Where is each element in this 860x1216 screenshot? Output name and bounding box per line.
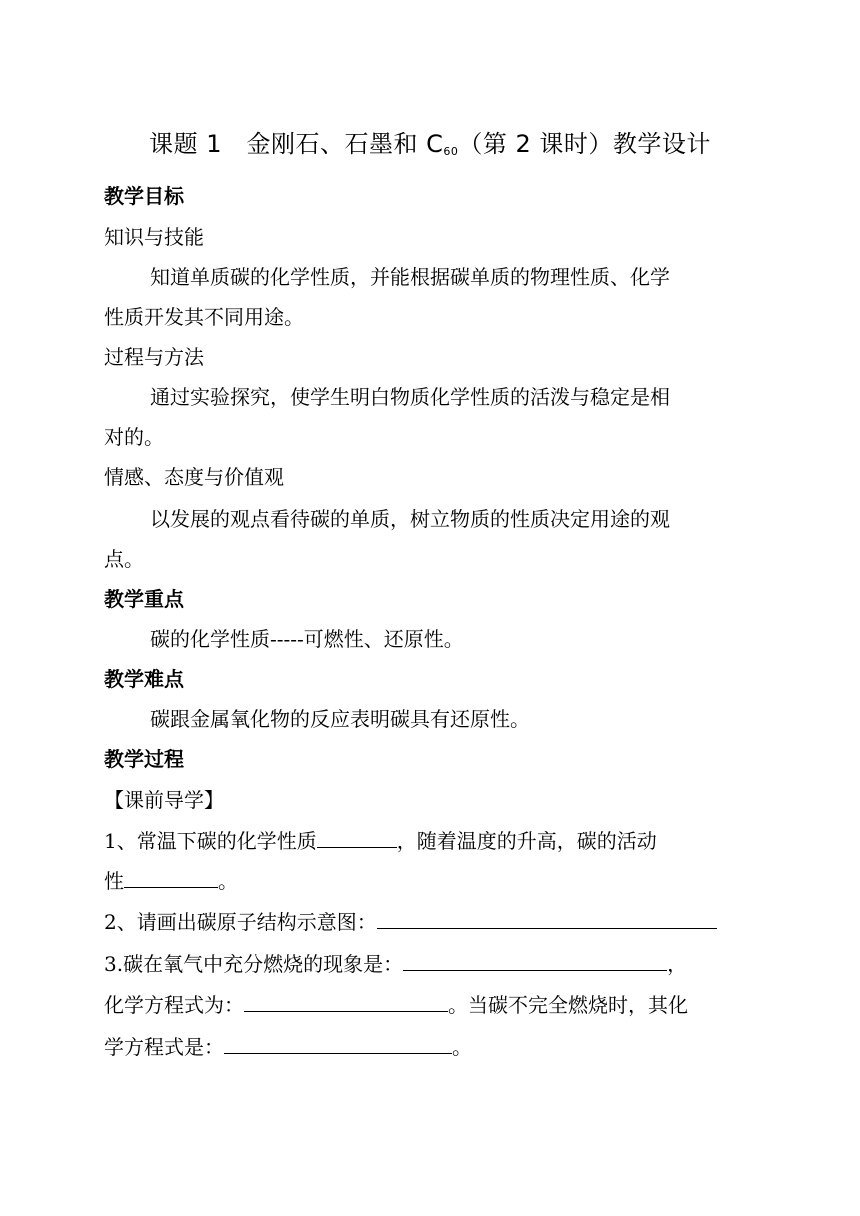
teaching-process-heading: 教学过程 [104, 747, 184, 771]
question-1-text-c: 性 [104, 869, 124, 893]
question-3-line-3 [104, 1033, 472, 1061]
emotion-heading: 情感、态度与价值观 [104, 465, 284, 489]
process-heading: 过程与方法 [104, 345, 204, 369]
knowledge-heading: 知识与技能 [104, 225, 204, 249]
question-3-text-c: 化学方程式为： [104, 993, 244, 1017]
answer-blank-q3-equation-incomplete[interactable] [224, 1033, 452, 1054]
preview-heading: 【课前导学】 [104, 788, 224, 812]
answer-blank-q1-activity[interactable] [124, 867, 218, 888]
difficulty-heading: 教学难点 [104, 667, 184, 691]
question-3-text-f: 。 [452, 1035, 472, 1059]
title-subscript: 60 [443, 145, 459, 158]
key-points-heading: 教学重点 [104, 587, 184, 611]
process-text-line-2: 对的。 [104, 425, 164, 449]
title-rest: （第 2 课时）教学设计 [458, 130, 711, 158]
key-points-text: 碳的化学性质-----可燃性、还原性。 [150, 627, 464, 651]
question-2-text: 2、请画出碳原子结构示意图： [104, 910, 377, 934]
question-3-text-a: 3.碳在氧气中充分燃烧的现象是： [104, 952, 404, 976]
question-1-line-1 [104, 827, 657, 855]
question-2-line [104, 908, 717, 936]
question-3-text-e: 学方程式是： [104, 1035, 224, 1059]
question-1-text-d: 。 [218, 869, 238, 893]
question-1-text-a: 1、常温下碳的化学性质 [104, 829, 317, 853]
question-3-text-b: ， [667, 952, 688, 976]
answer-blank-q3-phenomenon[interactable] [403, 950, 667, 971]
question-1-line-2 [104, 867, 238, 895]
knowledge-text-line-2: 性质开发其不同用途。 [104, 305, 304, 329]
answer-blank-q3-equation-complete[interactable] [244, 991, 448, 1012]
emotion-text-line-1: 以发展的观点看待碳的单质，树立物质的性质决定用途的观 [150, 507, 670, 531]
answer-blank-q1-chemical-property[interactable] [317, 827, 397, 848]
process-text-line-1: 通过实验探究，使学生明白物质化学性质的活泼与稳定是相 [150, 385, 670, 409]
document-title [0, 124, 860, 159]
emotion-text-line-2: 点。 [104, 547, 144, 571]
title-main: 课题 1 金刚石、石墨和 C [149, 130, 444, 158]
answer-blank-q2-atom-diagram[interactable] [377, 908, 717, 929]
knowledge-text-line-1: 知道单质碳的化学性质，并能根据碳单质的物理性质、化学 [150, 265, 670, 289]
question-3-line-2 [104, 991, 688, 1019]
difficulty-text: 碳跟金属氧化物的反应表明碳具有还原性。 [150, 707, 530, 731]
question-3-text-d: 。当碳不完全燃烧时，其化 [448, 993, 688, 1017]
question-1-text-b: ，随着温度的升高，碳的活动 [396, 829, 657, 853]
question-3-line-1 [104, 950, 687, 978]
objectives-heading: 教学目标 [104, 184, 184, 208]
